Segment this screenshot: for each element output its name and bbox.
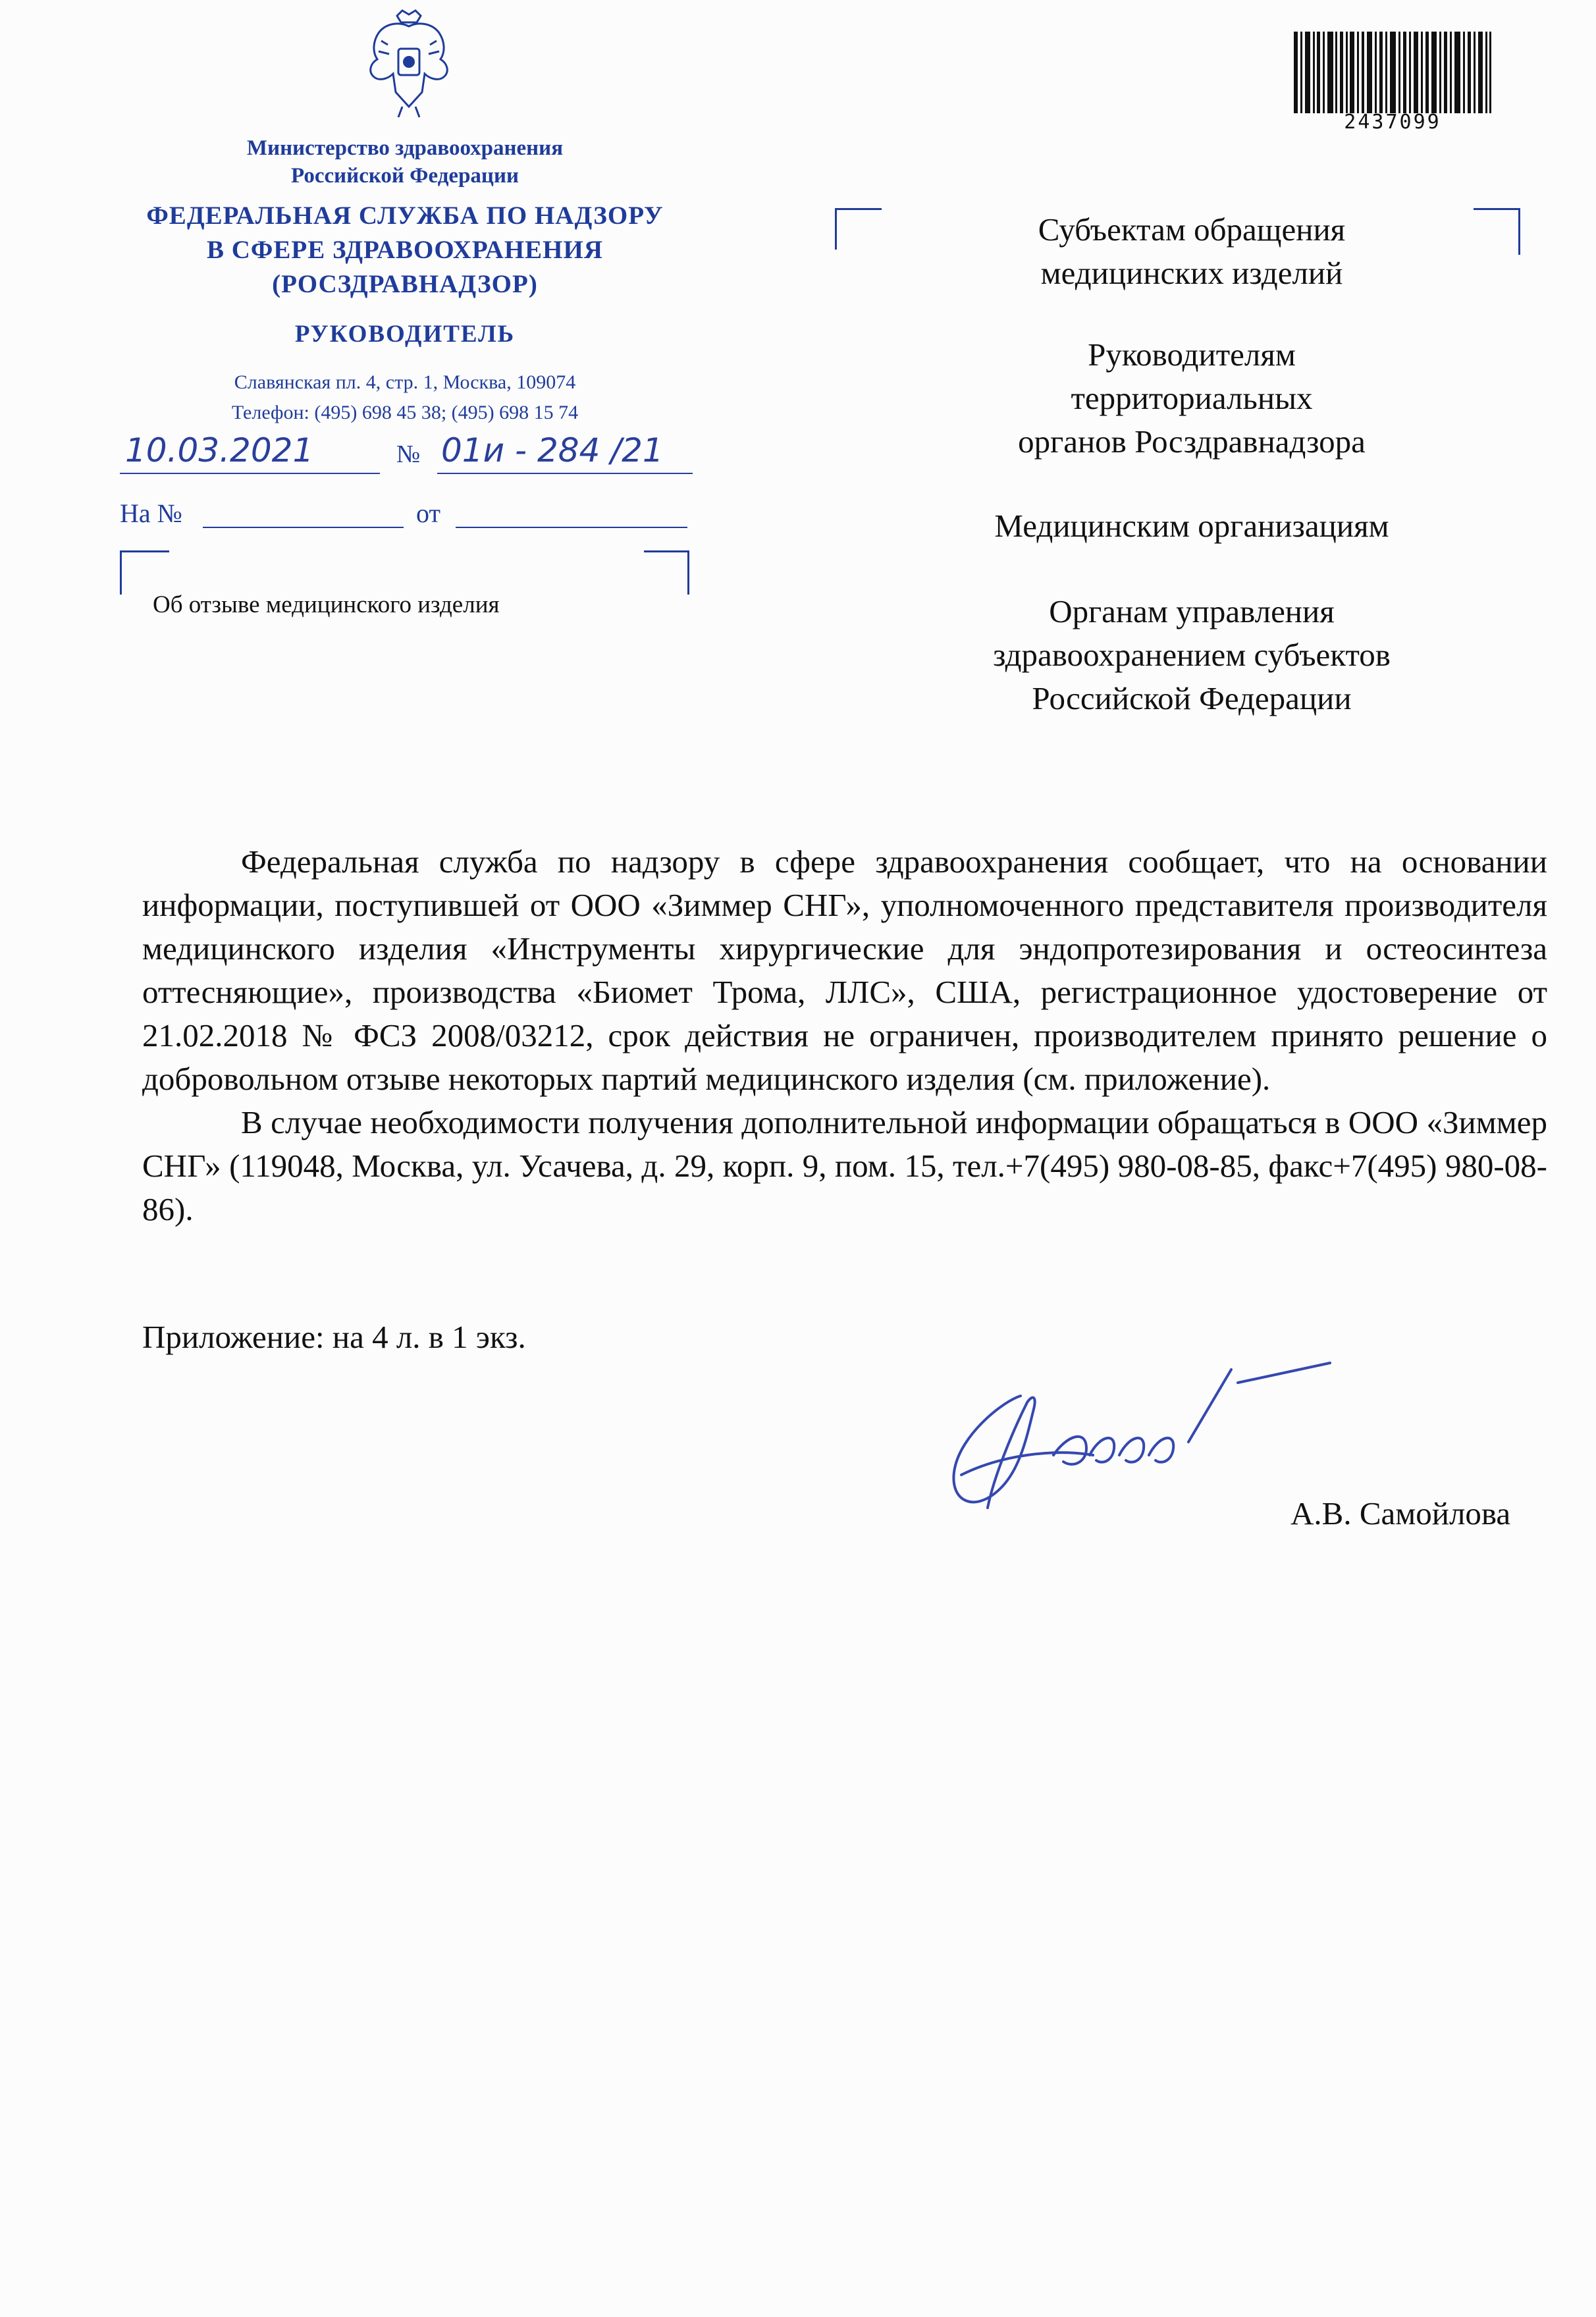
addressee-4 bbox=[915, 590, 1468, 720]
service-name bbox=[99, 199, 711, 302]
ministry-line-2: Российской Федерации bbox=[291, 164, 519, 188]
addressee-1 bbox=[915, 208, 1468, 295]
subject-corner-left bbox=[120, 550, 169, 595]
addressee-2 bbox=[915, 333, 1468, 464]
ministry-line-1: Министерство здравоохранения bbox=[246, 136, 564, 160]
from-label: от bbox=[416, 498, 440, 528]
subject-line: Об отзыве медицинского изделия bbox=[153, 591, 500, 618]
addressee-line: Субъектам обращения bbox=[1038, 211, 1346, 248]
phone-numbers: Телефон: (495) 698 45 38; (495) 698 15 74 bbox=[231, 402, 579, 423]
addressee-line: органов Росздравнадзора bbox=[1018, 423, 1366, 460]
addressee-line: Российской Федерации bbox=[1032, 680, 1352, 716]
addressee-line: Медицинским организациям bbox=[994, 508, 1389, 544]
address-block bbox=[99, 367, 711, 428]
attachment-note: Приложение: на 4 л. в 1 экз. bbox=[142, 1319, 526, 1355]
subject-corner-right bbox=[644, 550, 689, 595]
handwritten-number: 01и - 284 /21 bbox=[441, 431, 664, 469]
addressee-corner-left bbox=[835, 208, 882, 250]
letter-body bbox=[142, 840, 1547, 1231]
ministry-name bbox=[99, 134, 711, 190]
service-line-2: В СФЕРЕ ЗДРАВООХРАНЕНИЯ bbox=[206, 236, 604, 264]
date-underline bbox=[120, 473, 380, 474]
addressee-line: Органам управления bbox=[1049, 593, 1335, 629]
signer-name: А.В. Самойлова bbox=[1290, 1495, 1511, 1531]
service-line-3: (РОСЗДРАВНАДЗОР) bbox=[272, 270, 538, 298]
addressee-line: медицинских изделий bbox=[1040, 255, 1343, 291]
postal-address: Славянская пл. 4, стр. 1, Москва, 109074 bbox=[234, 371, 576, 393]
position-title: РУКОВОДИТЕЛЬ bbox=[294, 321, 516, 348]
coat-of-arms-emblem bbox=[359, 8, 459, 120]
handwritten-date: 10.03.2021 bbox=[125, 431, 314, 469]
barcode-image bbox=[1294, 32, 1491, 113]
addressee-line: территориальных bbox=[1071, 380, 1313, 416]
on-no-label: На № bbox=[120, 498, 182, 528]
number-underline bbox=[437, 473, 693, 474]
addressee-corner-right bbox=[1474, 208, 1520, 255]
barcode-number: 2437099 bbox=[1344, 111, 1441, 134]
addressee-line: здравоохранением субъектов bbox=[993, 637, 1391, 673]
addressee-line: Руководителям bbox=[1088, 336, 1296, 373]
on-no-line bbox=[203, 527, 404, 528]
from-line bbox=[456, 527, 687, 528]
body-paragraph-1: Федеральная служба по надзору в сфере здравоохранения сообщает, что на основании информации, поступившей от ООО «Зиммер СНГ», уполномоченного представителя производителя медицинского изделия «Инструменты хирургические для эндопротезирования и остеосинтеза оттесняющие», производства «Биомет Трома, ЛЛС», США, регистрационное удостоверение от 21.02.2018 № ФСЗ 2008/03212, срок действия не ограничен, производителем принято решение о добровольном отзыве некоторых партий медицинского изделия (см. приложение). bbox=[142, 843, 1547, 1097]
service-line-1: ФЕДЕРАЛЬНАЯ СЛУЖБА ПО НАДЗОРУ bbox=[146, 201, 664, 230]
body-paragraph-2: В случае необходимости получения дополнительной информации обращаться в ООО «Зиммер СНГ» (119048, Москва, ул. Усачева, д. 29, корп. 9, пом. 15, тел.+7(495) 980-08-85, факс+7(495) 980-08-86). bbox=[142, 1104, 1547, 1227]
number-sign: № bbox=[396, 440, 421, 468]
addressee-3 bbox=[915, 504, 1468, 548]
